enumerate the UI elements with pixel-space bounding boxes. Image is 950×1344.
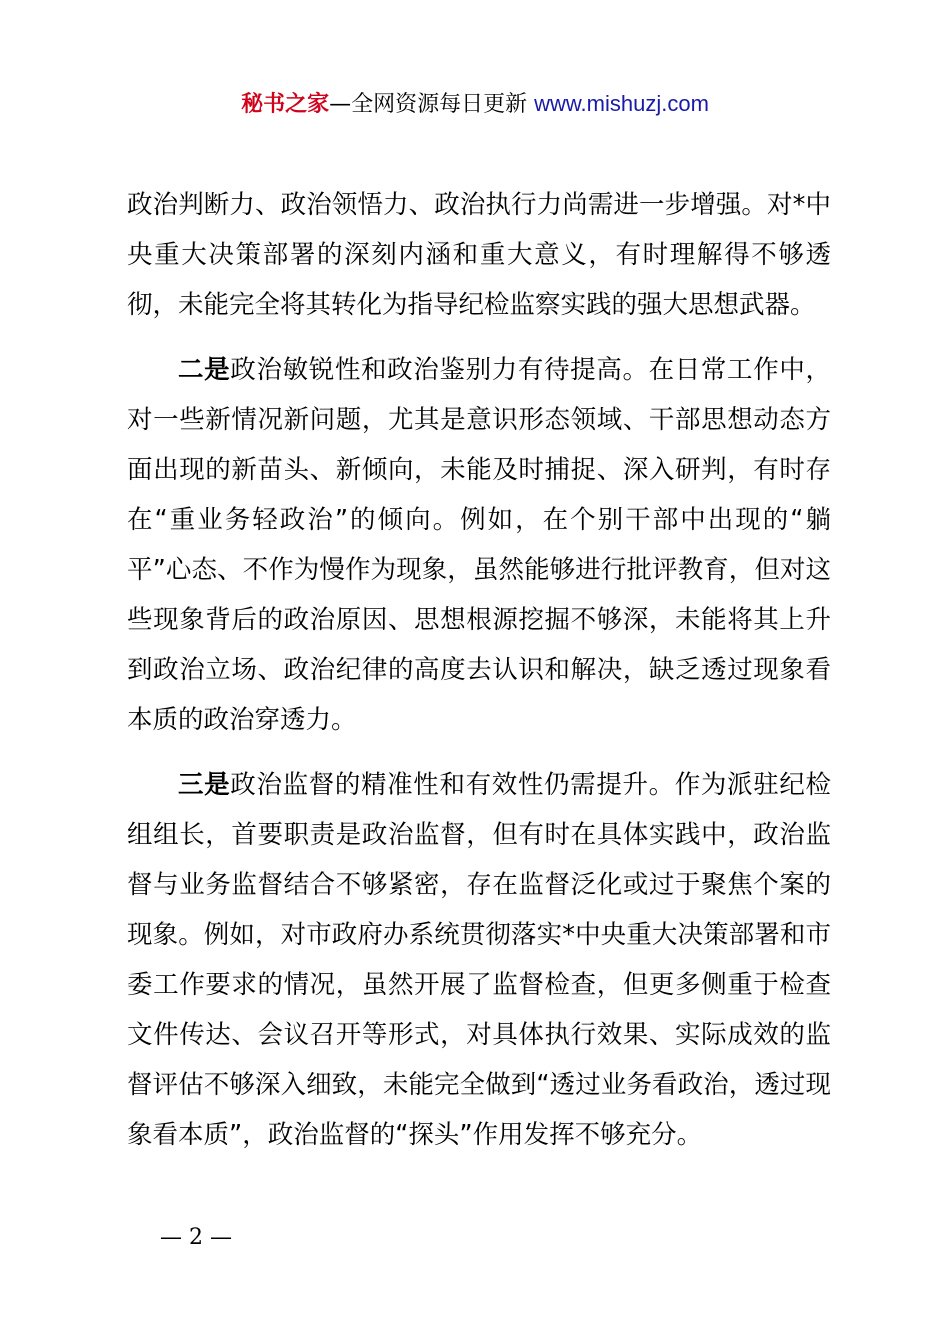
paragraph-point-two	[127, 345, 831, 745]
site-banner	[0, 86, 950, 123]
paragraph-continuation	[127, 180, 831, 330]
paragraph-text: 政治判断力、政治领悟力、政治执行力尚需进一步增强。对*中央重大决策部署的深刻内涵和重大意义，有时理解得不够透彻，未能完全将其转化为指导纪检监察实践的强大思想武器。	[127, 190, 831, 320]
document-body	[127, 180, 831, 1160]
banner-tagline: —全网资源每日更新	[329, 92, 535, 117]
paragraph-lead: 三是	[178, 770, 231, 800]
site-url[interactable]: www.mishuzj.com	[534, 91, 709, 116]
paragraph-lead: 二是	[178, 355, 231, 385]
page-number: — 2 —	[160, 1225, 232, 1250]
paragraph-text: 政治监督的精准性和有效性仍需提升。作为派驻纪检组组长，首要职责是政治监督，但有时在具体实践中，政治监督与业务监督结合不够紧密，存在监督泛化或过于聚焦个案的现象。例如，对市政府办系统贯彻落实*中央重大决策部署和市委工作要求的情况，虽然开展了监督检查，但更多侧重于检查文件传达、会议召开等形式，对具体执行效果、实际成效的监督评估不够深入细致，未能完全做到“透过业务看政治，透过现象看本质”，政治监督的“探头”作用发挥不够充分。	[127, 770, 831, 1150]
paragraph-text: 政治敏锐性和政治鉴别力有待提高。在日常工作中，对一些新情况新问题，尤其是意识形态领域、干部思想动态方面出现的新苗头、新倾向，未能及时捕捉、深入研判，有时存在“重业务轻政治”的倾向。例如，在个别干部中出现的“躺平”心态、不作为慢作为现象，虽然能够进行批评教育，但对这些现象背后的政治原因、思想根源挖掘不够深，未能将其上升到政治立场、政治纪律的高度去认识和解决，缺乏透过现象看本质的政治穿透力。	[127, 355, 831, 735]
brand-name: 秘书之家	[241, 92, 330, 117]
paragraph-point-three	[127, 760, 831, 1160]
